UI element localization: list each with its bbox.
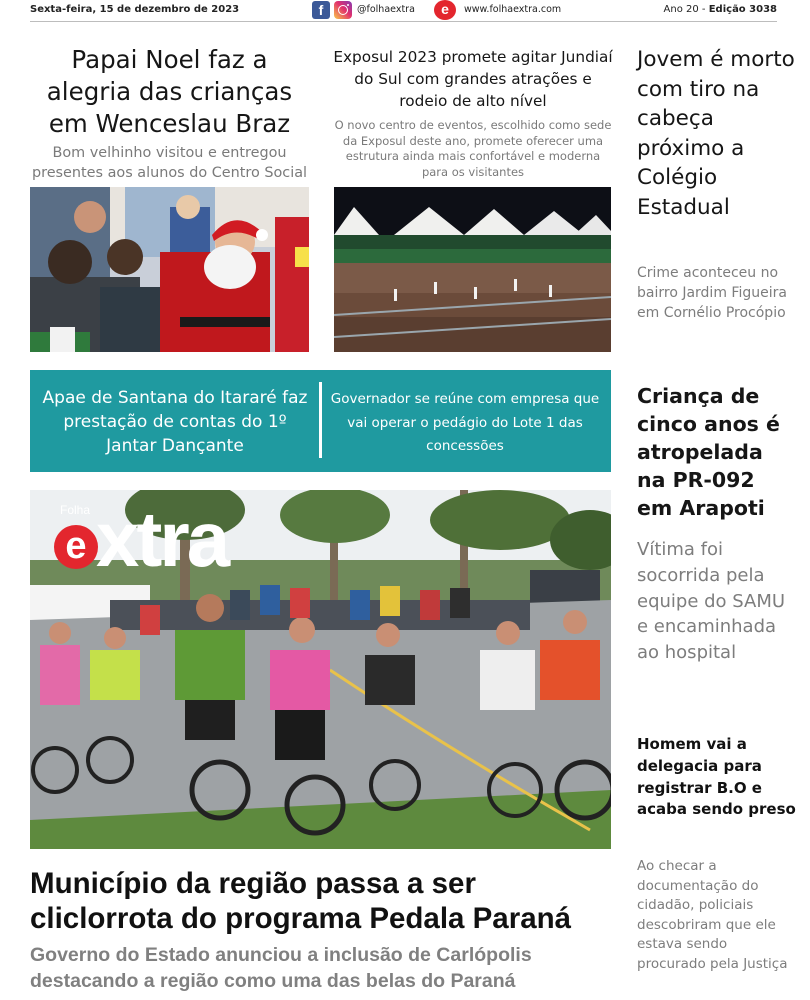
exposul-photo[interactable] xyxy=(334,187,611,352)
story-arrest-subtitle: Ao checar a documentação do cidadão, policiais descobriram que ele estava sendo procurado pela Justiça xyxy=(637,858,788,972)
story-child-headline[interactable]: Criança de cinco anos é atropelada na PR-092 em Arapoti xyxy=(637,384,780,520)
year-label: Ano 20 - xyxy=(663,4,709,15)
edition-info xyxy=(664,4,777,15)
story-santa-subtitle: Bom velhinho visitou e entregou presentes aos alunos do Centro Social xyxy=(31,145,308,181)
banner-apae-headline[interactable]: Apae de Santana do Itararé faz prestação de contas do 1º Jantar Dançante xyxy=(42,388,308,456)
masthead-folha: Folha xyxy=(60,503,91,517)
story-shooting-subtitle: Crime aconteceu no bairro Jardim Figueira em Cornélio Procópio xyxy=(637,265,787,321)
teal-banner xyxy=(30,370,611,472)
facebook-icon[interactable]: f xyxy=(312,1,330,19)
story-shooting-headline[interactable]: Jovem é morto com tiro na cabeça próximo a Colégio Estadual xyxy=(637,47,795,220)
masthead-word: xtra xyxy=(96,495,228,583)
main-story-headline[interactable]: Município da região passa a ser cliclorrota do programa Pedala Paraná xyxy=(30,867,572,935)
folha-extra-masthead xyxy=(32,495,282,585)
main-story-subtitle: Governo do Estado anunciou a inclusão de Carlópolis destacando a região como uma das belas do Paraná xyxy=(30,944,532,992)
social-handle[interactable]: @folhaextra xyxy=(357,4,415,15)
masthead-e-icon: e xyxy=(54,525,98,569)
website-link[interactable]: www.folhaextra.com xyxy=(464,4,562,15)
story-child-subtitle: Vítima foi socorrida pela equipe do SAMU e encaminhada ao hospital xyxy=(637,539,786,664)
story-exposul-subtitle: O novo centro de eventos, escolhido como sede da Exposul deste ano, promete oferecer uma estrutura ainda mais confortável e moderna para os visitantes xyxy=(334,118,612,179)
top-bar xyxy=(30,0,777,22)
folha-extra-logo-icon: e xyxy=(434,0,456,20)
story-exposul-headline[interactable]: Exposul 2023 promete agitar Jundiaí do Sul com grandes atrações e rodeio de alto nível xyxy=(333,48,613,110)
instagram-icon[interactable] xyxy=(334,1,352,19)
santa-photo-image xyxy=(30,187,309,352)
exposul-photo-image xyxy=(334,187,611,352)
edition-label: Edição 3038 xyxy=(708,4,777,15)
story-arrest-headline[interactable]: Homem vai a delegacia para registrar B.O e acaba sendo preso xyxy=(637,735,796,819)
banner-divider xyxy=(319,382,322,458)
issue-date: Sexta-feira, 15 de dezembro de 2023 xyxy=(30,4,240,15)
santa-photo[interactable] xyxy=(30,187,309,352)
banner-governor-headline[interactable]: Governador se reúne com empresa que vai operar o pedágio do Lote 1 das concessões xyxy=(330,391,600,454)
story-santa-headline[interactable]: Papai Noel faz a alegria das crianças em Wenceslau Braz xyxy=(46,45,293,138)
